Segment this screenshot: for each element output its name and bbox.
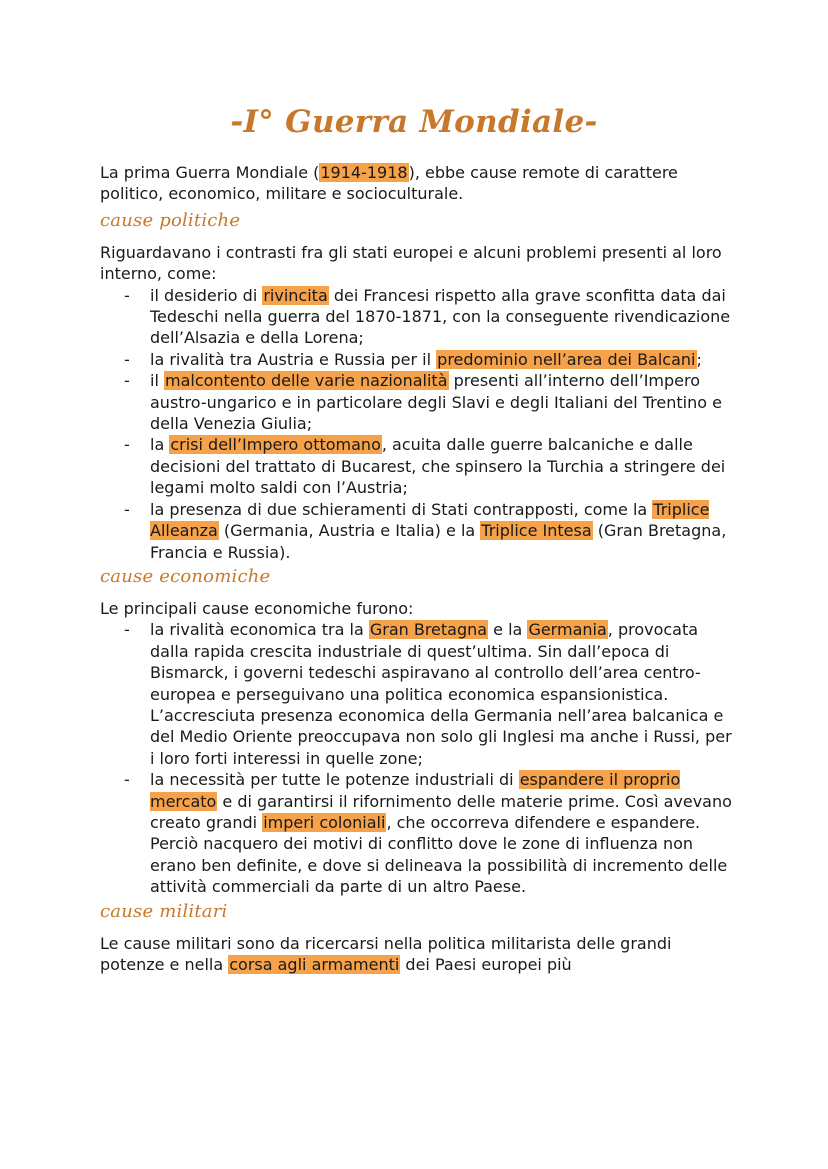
bullet-dash: -	[124, 349, 130, 369]
section-heading-military: cause militari	[100, 900, 228, 922]
highlight: imperi coloniali	[263, 812, 386, 832]
list-item: - la presenza di due schieramenti di Stati contrapposti, come la Triplice Alleanza (Germania, Austria e Italia) e la Triplice Intesa (Gran Bretagna, Francia e Russia).	[124, 499, 727, 562]
list-item: - la necessità per tutte le potenze industriali di espandere il proprio mercato e di garantirsi il rifornimento delle materie prime. Così avevano creato grandi imperi coloniali, che occorreva difendere e espandere. Perciò nacquero dei motivi di conflitto dove le zone di influenza non erano ben definite, e dove si delineava la possibilità di incremento delle attività commerciali da parte di un altro Paese.	[124, 770, 732, 897]
list-item: - la rivalità economica tra la Gran Bretagna e la Germania, provocata dalla rapida crescita industriale di quest’ultima. Sin dall’epoca di Bismarck, i governi tedeschi aspiravano al controllo dell’area centro-europea e perseguivano una politica economica espansionistica. L’accresciuta presenza economica della Germania nell’area balcanica e del Medio Oriente preoccupava non solo gli Inglesi ma anche i Russi, per i loro forti interessi in quelle zone;	[124, 620, 732, 768]
bullet-dash: -	[124, 435, 130, 455]
highlight-dates: 1914-1918	[320, 163, 408, 182]
document-body	[100, 162, 740, 975]
page-title: -I° Guerra Mondiale-	[230, 104, 598, 140]
highlight: espandere il proprio mercato	[150, 770, 681, 811]
bullet-dash: -	[124, 620, 130, 640]
bullet-dash: -	[124, 499, 130, 519]
highlight: crisi dell’Impero ottomano	[170, 435, 381, 455]
highlight: predominio nell’area dei Balcani	[437, 349, 696, 369]
political-list	[100, 285, 740, 563]
highlight: corsa agli armamenti	[229, 955, 400, 974]
economic-intro: Le principali cause economiche furono:	[100, 598, 414, 618]
highlight: Triplice Alleanza	[150, 499, 710, 541]
bullet-dash: -	[124, 770, 130, 790]
bullet-dash: -	[124, 285, 130, 305]
list-item: - la crisi dell’Impero ottomano, acuita dalle guerre balcaniche e dalle decisioni del trattato di Bucarest, che spinsero la Turchia a stringere dei legami molto saldi con l’Austria;	[124, 435, 726, 498]
highlight: Gran Bretagna	[369, 620, 488, 640]
bullet-dash: -	[124, 371, 130, 391]
section-heading-political: cause politiche	[100, 209, 241, 231]
highlight: Germania	[528, 620, 607, 640]
list-item: - il desiderio di rivincita dei Francesi rispetto alla grave sconfitta data dai Tedeschi nella guerra del 1870-1871, con la conseguente rivendicazione dell’Alsazia e della Lorena;	[124, 285, 731, 348]
military-paragraph: Le cause militari sono da ricercarsi nella politica militarista delle grandi potenze e nella corsa agli armamenti dei Paesi europei più	[100, 933, 672, 974]
highlight: rivincita	[263, 285, 328, 305]
political-intro: Riguardavano i contrasti fra gli stati europei e alcuni problemi presenti al loro interno, come:	[100, 242, 722, 284]
highlight: Triplice Intesa	[481, 521, 592, 541]
intro-paragraph: La prima Guerra Mondiale (1914-1918), ebbe cause remote di carattere politico, economico, militare e socioculturale.	[100, 163, 678, 204]
list-item: - la rivalità tra Austria e Russia per il predominio nell’area dei Balcani;	[124, 349, 702, 369]
section-heading-economic: cause economiche	[100, 565, 271, 587]
highlight: malcontento delle varie nazionalità	[164, 371, 448, 391]
list-item: - il malcontento delle varie nazionalità presenti all’interno dell’Impero austro-ungarico e in particolare degli Slavi e degli Italiani del Trentino e della Venezia Giulia;	[124, 371, 722, 434]
economic-list	[100, 619, 740, 897]
